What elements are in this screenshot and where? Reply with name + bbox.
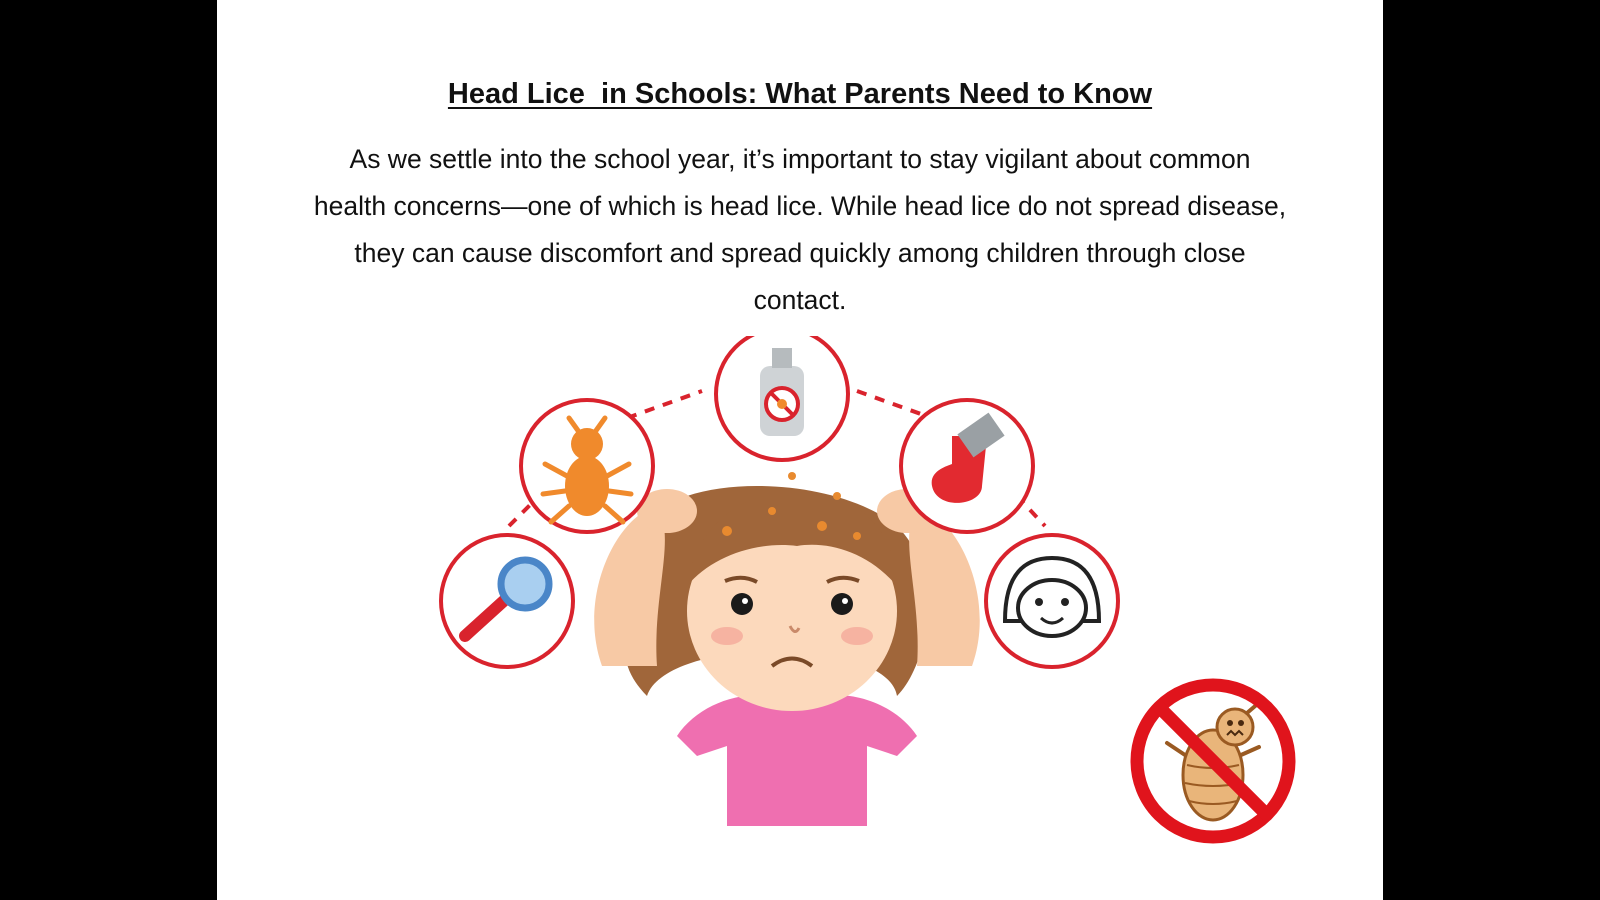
no-lice-icon <box>1127 675 1299 847</box>
child-face-icon <box>986 535 1118 667</box>
slide <box>217 0 1383 900</box>
slide-body-text: As we settle into the school year, it’s important to stay vigilant about common health concerns—one of which is head lice. While head lice do not spread disease, they can cause discomfort and spread quickly among children through close contact. <box>313 144 1287 315</box>
spray-bottle-icon <box>716 336 848 460</box>
lice-comb-icon <box>901 400 1033 532</box>
slide-title: Head Lice in Schools: What Parents Need to Know <box>447 78 1153 110</box>
magnifier-icon <box>441 535 573 667</box>
head-lice-illustration <box>427 336 1147 856</box>
louse-icon <box>521 400 653 532</box>
girl-figure <box>594 472 980 826</box>
